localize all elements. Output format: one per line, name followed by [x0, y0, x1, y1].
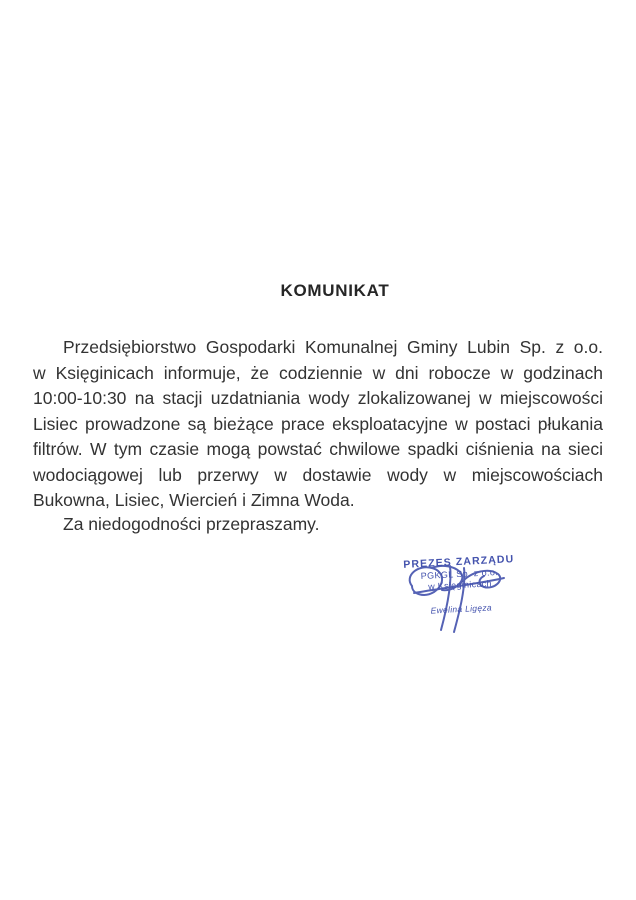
paragraph-line: 10:00-10:30 na stacji uzdatniania wody zlokalizowanej w miejscowości: [33, 388, 603, 408]
body-paragraph: [33, 335, 603, 514]
stamp-location: w Księginicach: [427, 578, 493, 593]
stamp-signer-name: Ewelina Ligęza: [430, 601, 493, 616]
announcement-title: KOMUNIKAT: [280, 281, 390, 300]
closing-line: Za niedogodności przepraszamy.: [63, 514, 320, 534]
stamp-company: PGKGL Sp. z o.o.: [420, 567, 499, 582]
paragraph-line: w Księginicach informuje, że codziennie w dni robocze w godzinach: [33, 362, 603, 383]
stamp-title: PREZES ZARZĄDU: [403, 553, 515, 571]
paragraph-line: Przedsiębiorstwo Gospodarki Komunalnej Gminy Lubin Sp. z o.o.: [63, 337, 603, 357]
paragraph-line: filtrów. W tym czasie mogą powstać chwilowe spadki ciśnienia na sieci: [33, 439, 603, 459]
paragraph-line: wodociągowej lub przerwy w dostawie wody w miejscowościach: [33, 464, 603, 485]
paragraph-line: Lisiec prowadzone są bieżące prace eksploatacyjne w postaci płukania: [33, 413, 603, 434]
paragraph-line: Bukowna, Lisiec, Wiercień i Zimna Woda.: [33, 490, 355, 510]
official-stamp: [393, 553, 528, 618]
